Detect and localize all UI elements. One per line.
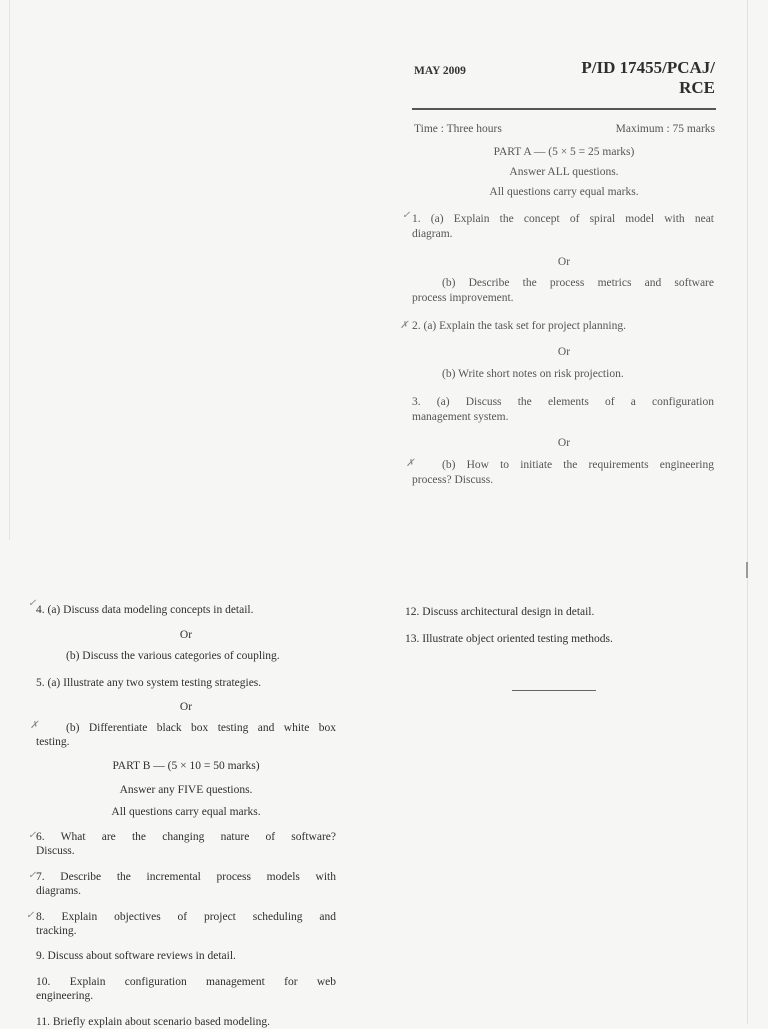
cross-mark: ✗: [406, 458, 415, 469]
q10-line1: 10. Explain configuration management for web: [36, 976, 336, 988]
q9: 9. Discuss about software reviews in detail.: [36, 950, 236, 962]
part-b-title: PART B — (5 × 10 = 50 marks): [112, 760, 260, 772]
q1a-line1: 1. (a) Explain the concept of spiral model with neat: [412, 213, 714, 225]
q5a: 5. (a) Illustrate any two system testing strategies.: [36, 677, 262, 689]
q13: 13. Illustrate object oriented testing methods.: [405, 633, 613, 645]
or-3: Or: [557, 437, 571, 449]
q5b-line1: (b) Differentiate black box testing and white box: [66, 722, 336, 734]
q2a: 2. (a) Explain the task set for project planning.: [412, 320, 626, 332]
or-1: Or: [557, 256, 571, 268]
q2b: (b) Write short notes on risk projection.: [442, 368, 624, 380]
or-5: Or: [179, 701, 193, 713]
q3b-line2: process? Discuss.: [412, 474, 494, 486]
q6-line1: 6. What are the changing nature of software?: [36, 831, 336, 843]
part-a-instruction1: Answer ALL questions.: [509, 166, 619, 178]
part-b-instruction1: Answer any FIVE questions.: [119, 784, 253, 796]
q12: 12. Discuss architectural design in detail.: [405, 606, 595, 618]
q7-line2: diagrams.: [36, 885, 82, 897]
header-rule: [412, 108, 716, 110]
q4a: 4. (a) Discuss data modeling concepts in detail.: [36, 604, 254, 616]
q7-line1: 7. Describe the incremental process models with: [36, 871, 336, 883]
q1b-line1: (b) Describe the process metrics and software: [442, 277, 714, 289]
cross-mark: ✗: [400, 320, 409, 331]
q5b-line2: testing.: [36, 736, 70, 748]
tick-mark: ✓: [28, 870, 37, 881]
q8-line1: 8. Explain objectives of project scheduling and: [36, 911, 336, 923]
or-2: Or: [557, 346, 571, 358]
scan-edge-left: [9, 0, 10, 540]
scan-mark: [746, 562, 748, 578]
scan-edge-right: [747, 0, 748, 1024]
part-a-title: PART A — (5 × 5 = 25 marks): [493, 146, 635, 158]
part-a-instruction2: All questions carry equal marks.: [489, 186, 639, 198]
q3b-line1: (b) How to initiate the requirements engineering: [442, 459, 714, 471]
time-label: Time : Three hours: [414, 123, 502, 135]
exam-date: MAY 2009: [414, 65, 466, 77]
q3a-line1: 3. (a) Discuss the elements of a configuration: [412, 396, 714, 408]
tick-mark: ✓: [28, 598, 37, 609]
q11: 11. Briefly explain about scenario based modeling.: [36, 1016, 270, 1028]
paper-id: [545, 58, 715, 98]
q1a-line2: diagram.: [412, 228, 453, 240]
q6-line2: Discuss.: [36, 845, 75, 857]
tick-mark: ✓: [402, 210, 411, 221]
paper-id-line1: P/ID 17455/PCAJ/: [581, 58, 715, 77]
q3a-line2: management system.: [412, 411, 509, 423]
q8-line2: tracking.: [36, 925, 77, 937]
q10-line2: engineering.: [36, 990, 94, 1002]
q1b-line2: process improvement.: [412, 292, 514, 304]
max-marks-label: Maximum : 75 marks: [615, 123, 715, 135]
or-4: Or: [179, 629, 193, 641]
q4b: (b) Discuss the various categories of coupling.: [66, 650, 280, 662]
cross-mark: ✗: [30, 720, 39, 731]
tick-mark: ✓: [26, 910, 35, 921]
end-rule: [512, 690, 596, 691]
part-b-instruction2: All questions carry equal marks.: [111, 806, 261, 818]
paper-id-line2: RCE: [679, 78, 715, 97]
tick-mark: ✓: [28, 830, 37, 841]
